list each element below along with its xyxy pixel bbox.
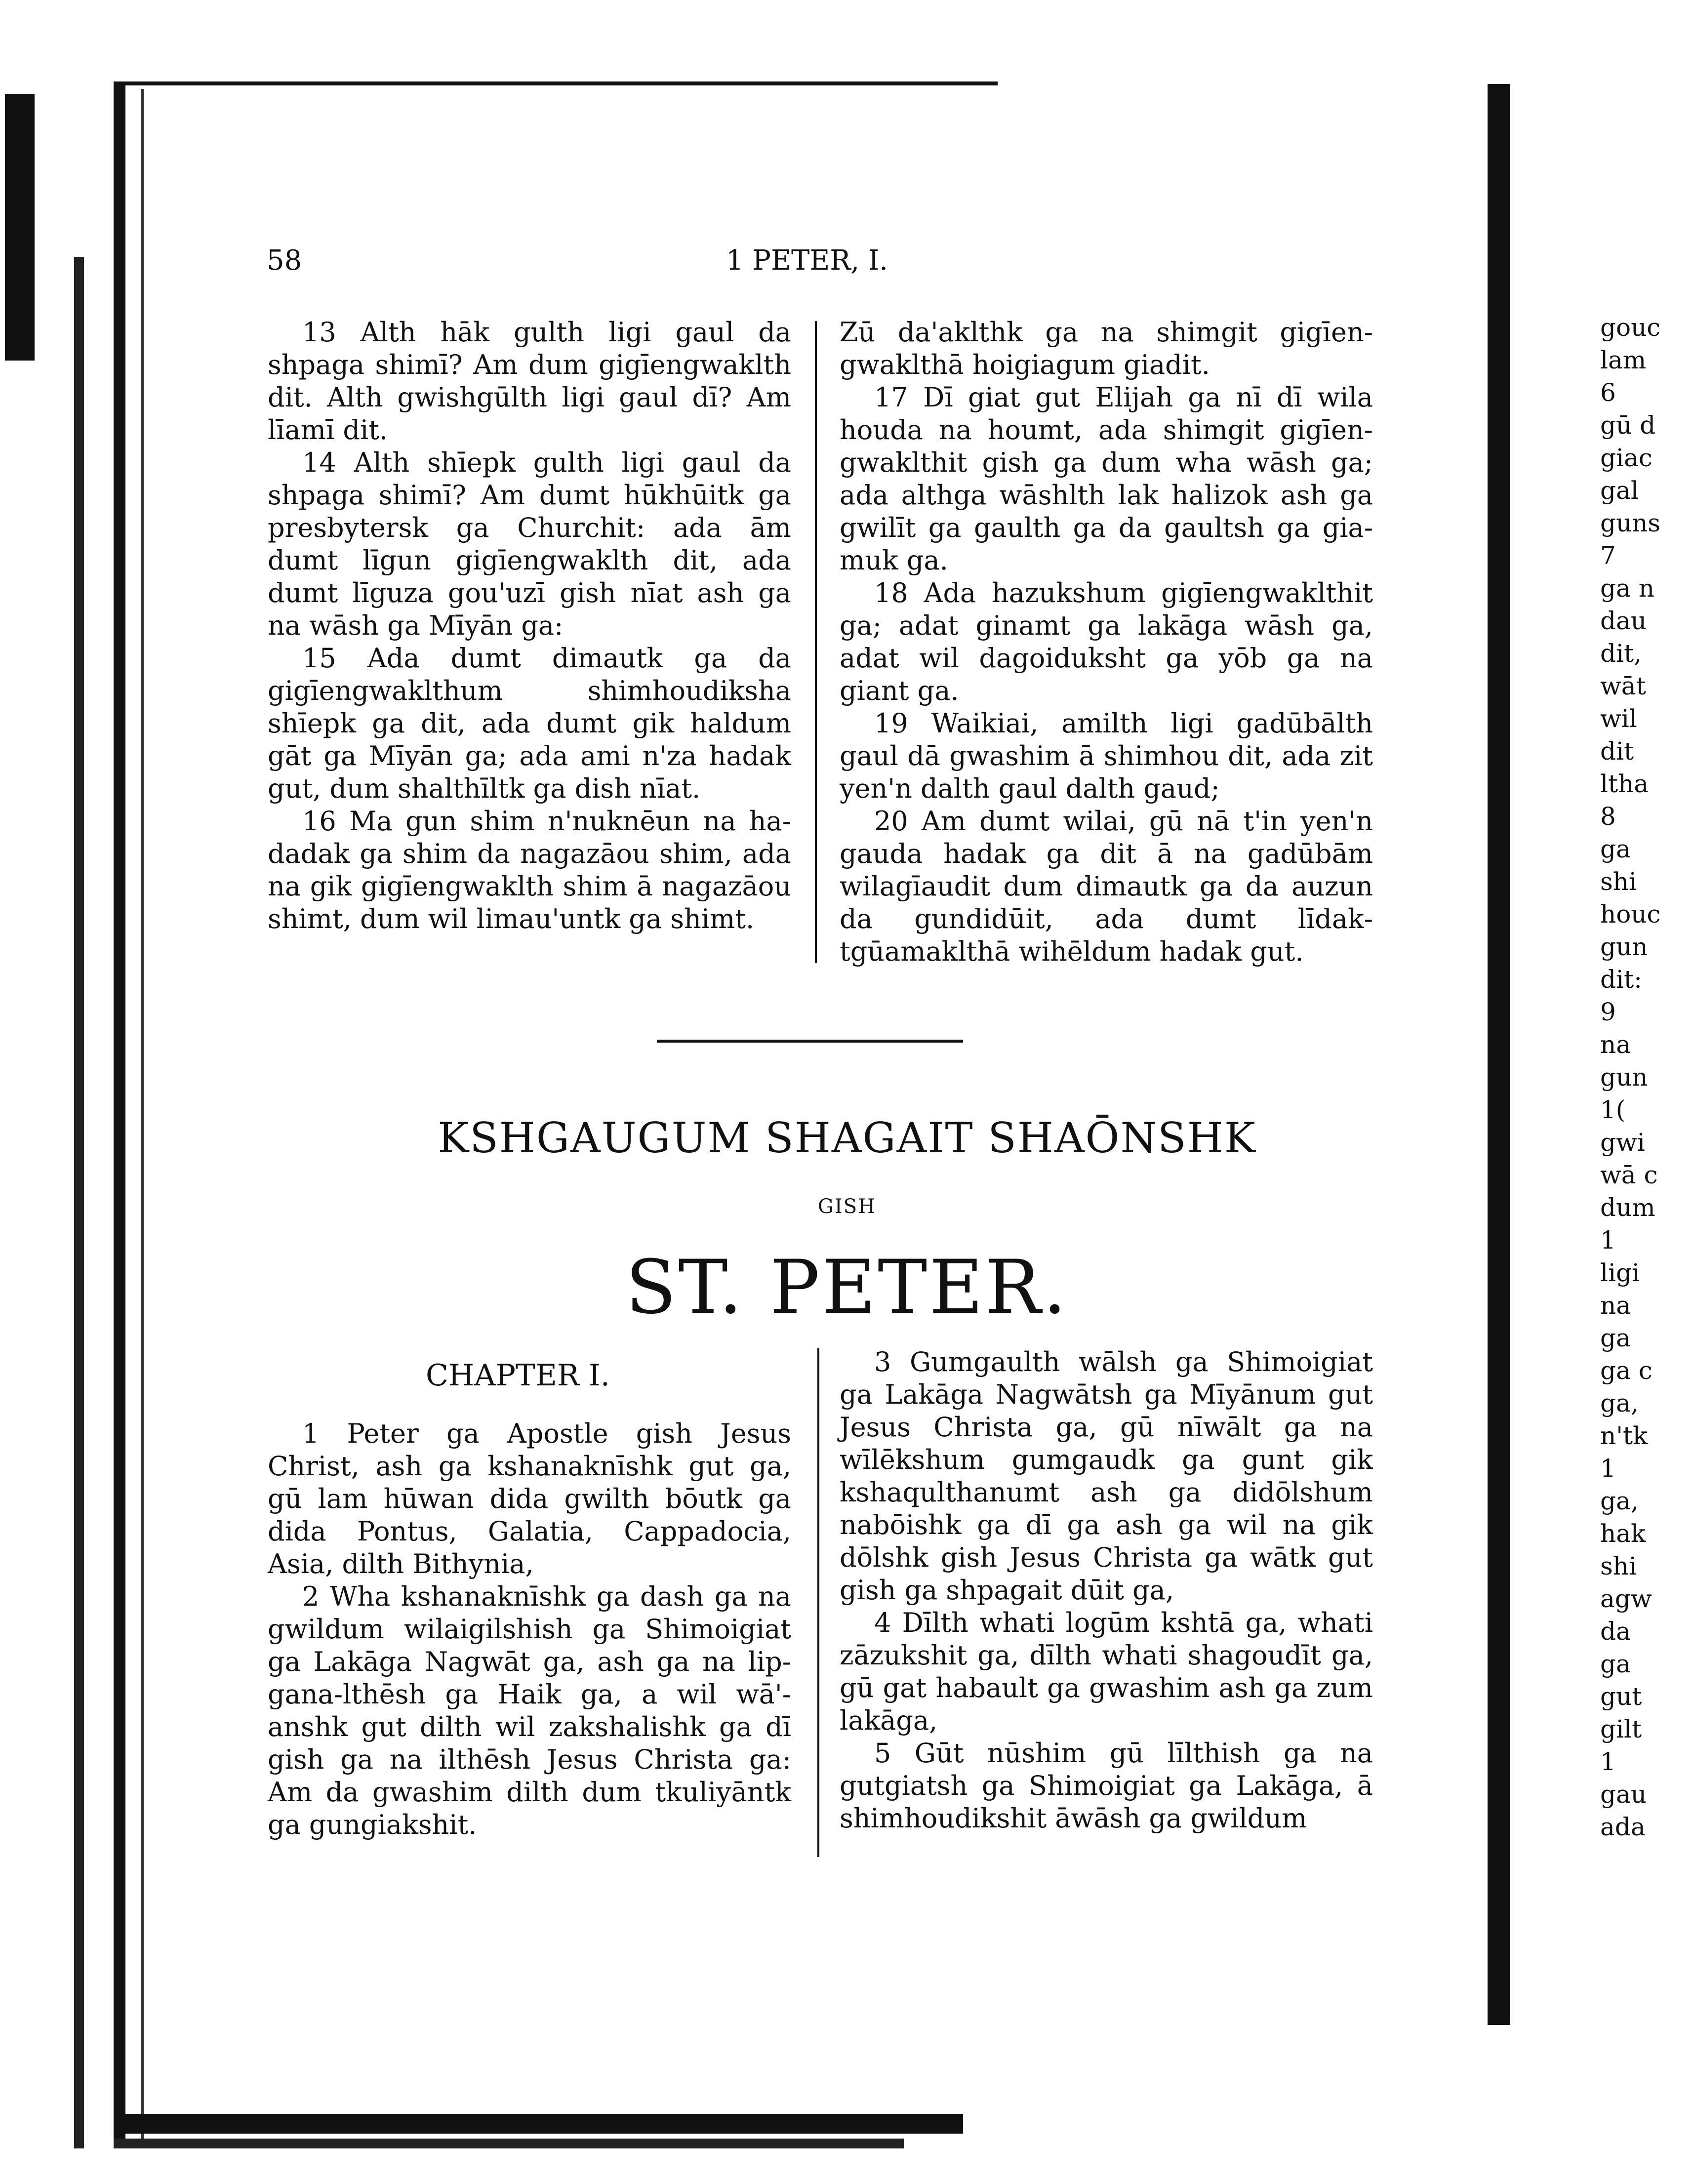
scan-artifact-corner: [5, 94, 35, 361]
facing-page-line: wā c: [1600, 1161, 1658, 1189]
facing-page-line: lam: [1600, 346, 1647, 374]
lower-left-column: [268, 1417, 791, 1841]
page-number: 58: [267, 244, 302, 277]
facing-page-line: wāt: [1600, 672, 1646, 700]
facing-page-line: na: [1600, 1291, 1631, 1320]
running-title: 1 PETER, I.: [726, 244, 888, 277]
facing-page-line: agw: [1600, 1584, 1652, 1613]
verse-16: 16 Ma gun shim n'nuknēun na hadadak ga shim da nagazāou shim, ada na gik gigīengwaklth shim ā nagazāou shimt, dum wil limau'untk ga shimt.: [268, 806, 791, 934]
facing-page-line: na: [1600, 1030, 1631, 1059]
verse-1: 1 Peter ga Apostle gish Jesus Christ, ash ga kshanaknīshk gut ga, gū lam hūwan dida gwilth bōutk ga dida Pontus, Galatia, Cappadocia, Asia, dilth Bithynia,: [268, 1418, 791, 1579]
verse-16-continued: Zū da'aklthk ga na shimgit gigīengwaklthā hoigiagum giadit.: [840, 317, 1373, 380]
facing-page-fragment: [1600, 311, 1689, 1843]
verse-14: 14 Alth shīepk gulth ligi gaul da shpaga shimī? Am dumt hūkhūitk ga presbytersk ga Churchit: ada ām dumt līgun gigīengwaklth dit, ada dumt līguza gou'uzī gish nīat ash ga na wāsh ga Mīyān ga:: [268, 447, 791, 641]
facing-page-line: hak: [1600, 1519, 1646, 1548]
book-name: ST. PETER.: [625, 1245, 1069, 1331]
facing-page-line: ga: [1600, 835, 1631, 863]
verse-13: 13 Alth hāk gulth ligi gaul da shpaga shimī? Am dum gigīengwaklth dit. Alth gwishgūlth ligi gaul dī? Am līamī dit.: [268, 317, 791, 445]
verse-18: 18 Ada hazukshum gigīengwaklthit ga; adat ginamt ga lakāga wāsh ga, adat wil dagoiduksht ga yōb ga na giant ga.: [840, 577, 1373, 706]
facing-page-line: gun: [1600, 1063, 1648, 1092]
facing-page-line: gwi: [1600, 1128, 1645, 1157]
facing-page-line: gal: [1600, 476, 1639, 505]
book-title-connector: GISH: [817, 1195, 877, 1218]
facing-page-line: gun: [1600, 932, 1648, 961]
facing-page-line: da: [1600, 1617, 1631, 1646]
facing-page-line: dit:: [1600, 965, 1642, 994]
facing-page-line: shi: [1600, 867, 1637, 896]
facing-page-line: shi: [1600, 1552, 1637, 1580]
scan-artifact-bottom-shadow: [114, 2139, 904, 2148]
facing-page-line: 8: [1600, 802, 1616, 831]
facing-page-line: ga n: [1600, 574, 1654, 603]
facing-page-line: 6: [1600, 378, 1616, 407]
facing-page-line: ada: [1600, 1813, 1646, 1841]
facing-page-line: 1: [1600, 1454, 1616, 1483]
facing-page-line: gilt: [1600, 1715, 1642, 1743]
upper-right-column: [840, 316, 1373, 968]
verse-20: 20 Am dumt wilai, gū nā t'in yen'n gauda hadak ga dit ā na gadūbām wilagīaudit dum dimautk ga da auzun da gundidūit, ada dumt līdaktgūamaklthā wihēldum hadak gut.: [840, 806, 1373, 967]
facing-page-line: 1: [1600, 1747, 1616, 1776]
verse-3: 3 Gumgaulth wālsh ga Shimoigiat ga Lakāga Nagwātsh ga Mīyānum gut Jesus Christa ga, gū nīwālt ga na wīlēkshum gumgaudk ga gunt gik kshaqulthanumt ash ga didōlshum nabōishk ga dī ga ash ga wil na gik dōlshk gish Jesus Christa ga wātk gut gish ga shpagait dūit ga,: [840, 1346, 1373, 1606]
facing-page-line: 7: [1600, 541, 1616, 570]
facing-page-line: guns: [1600, 509, 1661, 537]
section-separator: [657, 1040, 963, 1043]
facing-page-line: gouc: [1600, 313, 1661, 342]
facing-page-line: gut: [1600, 1682, 1642, 1711]
facing-page-line: n'tk: [1600, 1421, 1648, 1450]
facing-page-line: ligi: [1600, 1258, 1640, 1287]
facing-page-line: wil: [1600, 704, 1637, 733]
facing-page-line: ga c: [1600, 1356, 1653, 1385]
chapter-heading: CHAPTER I.: [426, 1358, 610, 1393]
facing-page-line: dum: [1600, 1193, 1655, 1222]
verse-4: 4 Dīlth whati logūm kshtā ga, whati zāzukshit ga, dīlth whati shagoudīt ga, gū gat habault ga gwashim ash ga zum lakāga,: [840, 1607, 1373, 1736]
scan-artifact-top-edge: [114, 81, 998, 85]
book-title: KSHGAUGUM SHAGAIT SHAŌNSHK: [438, 1114, 1256, 1162]
facing-page-line: ltha: [1600, 769, 1649, 798]
lower-right-column: [840, 1346, 1373, 1835]
facing-page-line: giac: [1600, 444, 1653, 472]
facing-page-line: ga: [1600, 1324, 1631, 1352]
facing-page-line: gū d: [1600, 411, 1656, 440]
verse-5: 5 Gūt nūshim gū līlthish ga na gutgiatsh ga Shimoigiat ga Lakāga, ā shimhoudikshit āwāsh ga gwildum: [840, 1738, 1373, 1834]
facing-page-line: houc: [1600, 900, 1661, 929]
verse-15: 15 Ada dumt dimautk ga da gigīengwaklthum shimhoudiksha shīepk ga dit, ada dumt gik haldum gāt ga Mīyān ga; ada ami n'za hadak gut, dum shalthīltk ga dish nīat.: [268, 643, 791, 804]
facing-page-line: ga,: [1600, 1389, 1639, 1417]
facing-page-line: dit: [1600, 737, 1634, 766]
facing-page-line: 9: [1600, 998, 1616, 1026]
upper-left-column: [268, 316, 791, 935]
facing-page-line: 1: [1600, 1226, 1616, 1254]
facing-page-line: dit,: [1600, 639, 1642, 668]
verse-19: 19 Waikiai, amilth ligi gadūbālth gaul dā gwashim ā shimhou dit, ada zit yen'n dalth gaul dalth gaud;: [840, 708, 1373, 804]
verse-2: 2 Wha kshanaknīshk ga dash ga na gwildum wilaigilshish ga Shimoigiat ga Lakāga Nagwāt ga, ash ga na lip-gana-lthēsh ga Haik ga, a wil wā'anshk gut dilth wil zakshalishk ga dī gish ga na ilthēsh Jesus Christa ga: Am da gwashim dilth dum tkuliyāntk ga gungiakshit.: [268, 1581, 791, 1840]
verse-17: 17 Dī giat gut Elijah ga nī dī wila houda na houmt, ada shimgit gigīengwaklthit gish ga dum wha wāsh ga; ada althga wāshlth lak halizok ash ga gwilīt ga gaulth ga da gaultsh ga giamuk ga.: [840, 382, 1373, 576]
scan-artifact-gutter-bar: [1488, 84, 1510, 2025]
facing-page-line: gau: [1600, 1780, 1647, 1809]
facing-page-line: dau: [1600, 607, 1647, 635]
column-divider: [815, 321, 817, 963]
facing-page-line: 1(: [1600, 1095, 1626, 1124]
facing-page-line: ga,: [1600, 1487, 1639, 1515]
column-divider: [817, 1348, 819, 1857]
scan-artifact-bottom-edge: [123, 2114, 963, 2134]
facing-page-line: ga: [1600, 1650, 1631, 1678]
